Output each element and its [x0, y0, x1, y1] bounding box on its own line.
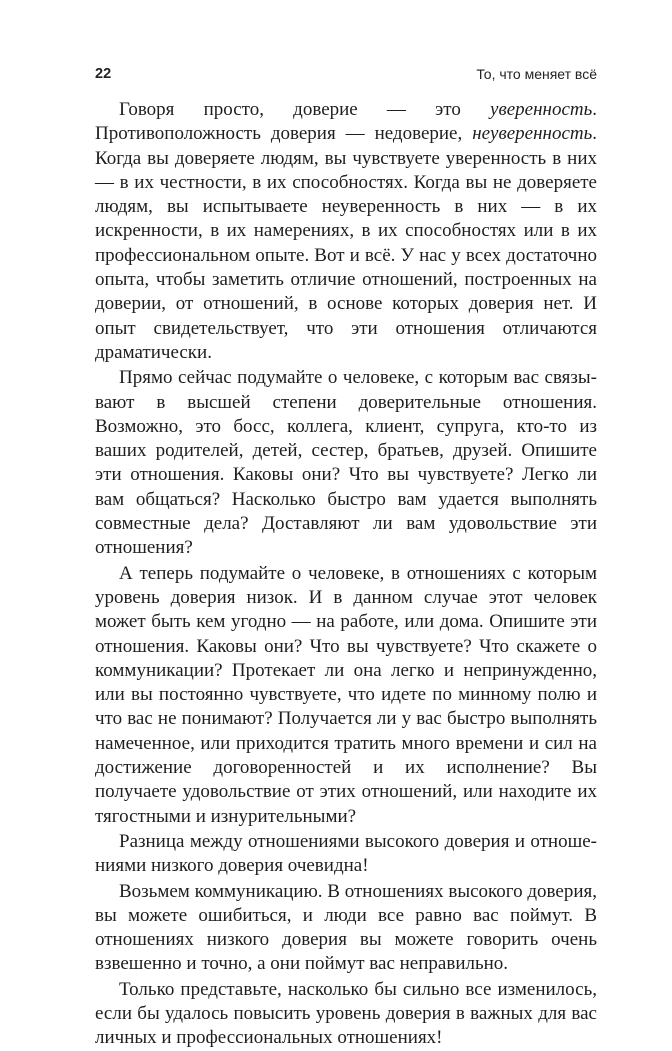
- emphasis-unconfidence: неуверенность: [472, 123, 593, 145]
- paragraph-1: [95, 98, 597, 365]
- paragraph-1-text: . Противоположность доверия — недоверие,: [95, 99, 597, 145]
- page-number: 22: [95, 66, 112, 82]
- paragraph-1-text: Говоря просто, доверие — это: [119, 99, 491, 120]
- emphasis-confidence: уверенность: [490, 99, 593, 120]
- body-text: [95, 98, 597, 1051]
- paragraph-3: А теперь подумайте о человеке, в отношениях с которым уровень доверия низок. И в данном случае этот человек может быть кем угодно — на работе, или дома. Опишите эти отношения. Каковы они? Что вы чувствуете? Что скажете о коммуникации? Протекает ли она легко и непринужденно, или вы постоянно чувствуете, что идете по минному полю и что вас не понимают? Получается ли у вас быстро выполнять намеченное, или приходится тратить много времени и сил на достижение договоренностей и их исполнение? Вы получаете удовольствие от этих отношений, или находите их тягостными и изнурительными?: [95, 562, 597, 827]
- paragraph-1-text: . Когда вы доверяете людям, вы чувствуете уверенность в них — в их честности, в их способностях. Когда вы не доверяете людям, вы испытываете неуверенность в них — в их искренности, в их намерениях, в их способностях или в их профессиональном опыте. Вот и всё. У нас у всех достаточно опыта, чтобы заметить отличие отношений, построенных на доверии, от отношений, в основе которых доверия нет. И опыт свидетельствует, что эти отношения отличаются драматически.: [95, 123, 597, 363]
- paragraph-5: Возьмем коммуникацию. В отношениях высокого доверия, вы можете ошибиться, и люди все равно вас поймут. В отношениях низкого доверия вы можете говорить очень взвешенно и точно, а они поймут вас неправильно.: [95, 880, 597, 975]
- paragraph-4: Разница между отношениями высокого доверия и отношениями низкого доверия очевидна!: [95, 830, 597, 877]
- paragraph-6: Только представьте, насколько бы сильно все изменилось, если бы удалось повысить уровень доверия в важных для вас личных и профессиональных отношениях!: [95, 978, 597, 1049]
- running-title: То, что меняет всё: [476, 66, 597, 82]
- paragraph-2: Прямо сейчас подумайте о человеке, с которым вас связывают в высшей степени доверительные отношения. Возможно, это босс, коллега, клиент, супруга, кто-то из ваших родителей, детей, сестер, братьев, друзей. Опишите эти отношения. Каковы они? Что вы чувствуете? Легко ли вам общаться? Насколько быстро вам удается выполнять совместные дела? Доставляют ли вам удовольствие эти отношения?: [95, 367, 597, 559]
- page-header: [95, 66, 597, 88]
